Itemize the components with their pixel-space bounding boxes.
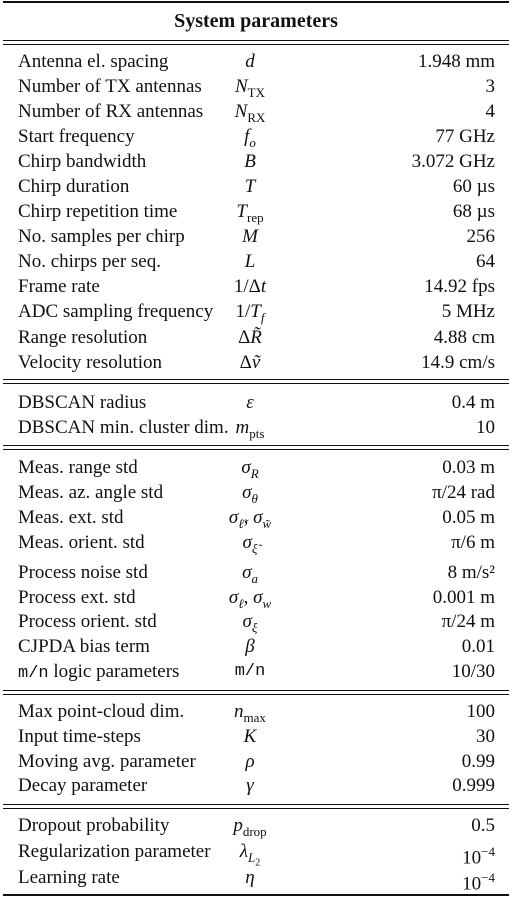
param-symbol: $N_{RX}$ [234, 101, 266, 125]
param-name: Learning rate [18, 867, 120, 888]
table-row [0, 609, 512, 634]
param-symbol: $\sigma_a$ [242, 562, 258, 586]
param-symbol: $\sigma_\theta$ [242, 482, 258, 506]
param-name: Process noise std [18, 562, 148, 583]
param-value: 256 [466, 226, 495, 247]
param-name: Frame rate [18, 276, 100, 297]
param-symbol: $\sigma_R$ [241, 457, 259, 481]
group-rule [3, 694, 509, 695]
param-name: Meas. ext. std [18, 507, 124, 528]
table-row [0, 455, 512, 480]
bottom-rule [3, 894, 509, 896]
param-symbol: L [244, 251, 256, 272]
param-name: Decay parameter [18, 775, 148, 796]
table-row [0, 224, 512, 249]
table-row [0, 249, 512, 274]
group-rule [3, 804, 509, 805]
param-value: 8 m/s² [447, 562, 495, 583]
table-row [0, 634, 512, 659]
param-symbol: $n_{max}$ [234, 701, 266, 725]
group-rule [3, 383, 509, 384]
param-name: m/n logic parameters [18, 661, 180, 683]
param-value: $10^{-4}$ [462, 870, 495, 895]
top-rule [3, 1, 509, 3]
param-value: 3 [485, 76, 495, 97]
param-name: No. samples per chirp [18, 226, 185, 247]
param-symbol: ρ [245, 751, 255, 772]
param-symbol: Δṽ [239, 352, 261, 373]
param-value: 10 [476, 417, 495, 438]
param-name: Meas. az. angle std [18, 482, 164, 503]
table-row [0, 773, 512, 798]
param-value: 77 GHz [435, 126, 495, 147]
param-symbol: $N_{TX}$ [234, 76, 266, 100]
group-rule [3, 379, 509, 380]
table-row [0, 124, 512, 149]
param-value: 4.88 cm [433, 327, 495, 348]
table-row [0, 659, 512, 684]
table-row [0, 749, 512, 774]
param-symbol: $\sigma_\xi$ [242, 611, 258, 635]
table-title: System parameters [174, 10, 338, 32]
param-name: Chirp bandwidth [18, 151, 147, 172]
param-symbol: $m_{pts}$ [235, 417, 265, 441]
param-value: 0.5 [471, 815, 495, 836]
param-value: 10/30 [451, 661, 495, 682]
param-name: Number of RX antennas [18, 101, 204, 122]
param-name: Regularization parameter [18, 841, 211, 862]
param-name: Input time-steps [18, 726, 141, 747]
param-value: π/24 m [441, 611, 495, 632]
param-symbol: $p_{drop}$ [233, 815, 267, 839]
param-name: Max point-cloud dim. [18, 701, 185, 722]
group-rule [3, 808, 509, 809]
table-row [0, 74, 512, 99]
param-name: DBSCAN min. cluster dim. [18, 417, 229, 438]
param-symbol: $\sigma_\ell$, $\sigma_w$ [228, 587, 272, 611]
table-row [0, 480, 512, 505]
param-symbol: ε [246, 392, 254, 413]
param-name: Number of TX antennas [18, 76, 202, 97]
param-name: Start frequency [18, 126, 135, 147]
param-value: 68 µs [452, 201, 495, 222]
table-row [0, 415, 512, 440]
param-value: π/24 rad [432, 482, 495, 503]
param-symbol: T [244, 176, 256, 197]
table-row [0, 49, 512, 74]
table-row [0, 350, 512, 375]
param-name: No. chirps per seq. [18, 251, 161, 272]
param-symbol: ΔR̃ [238, 327, 262, 348]
param-value: π/6 m [451, 532, 495, 553]
param-symbol: d [245, 51, 255, 72]
param-value: 1.948 mm [417, 51, 495, 72]
param-symbol: m/n [234, 662, 266, 681]
param-value: 0.03 m [442, 457, 495, 478]
param-symbol: $T_{rep}$ [236, 201, 264, 225]
group-rule [3, 690, 509, 691]
param-value: 14.9 cm/s [421, 352, 495, 373]
param-symbol: $f_o$ [244, 126, 256, 150]
param-value: 30 [476, 726, 495, 747]
param-name: Antenna el. spacing [18, 51, 169, 72]
param-name: ADC sampling frequency [18, 301, 214, 322]
param-symbol: K [243, 726, 257, 747]
table-row [0, 199, 512, 224]
table-row [0, 390, 512, 415]
param-symbol: $\sigma_{\ell̃}$, $\sigma_{w̃}$ [228, 507, 272, 531]
param-value: 0.001 m [432, 587, 495, 608]
table-row [0, 865, 512, 895]
param-value: 5 MHz [441, 301, 495, 322]
table-row [0, 325, 512, 350]
table-row [0, 530, 512, 555]
param-value: 0.01 [461, 636, 495, 657]
param-value: 0.05 m [442, 507, 495, 528]
param-name: CJPDA bias term [18, 636, 150, 657]
group-rule [3, 449, 509, 450]
table-row [0, 99, 512, 124]
param-name: Dropout probability [18, 815, 170, 836]
param-symbol: η [245, 867, 255, 888]
table-row [0, 299, 512, 324]
param-symbol: $\sigma_{\xĩ}$ [242, 532, 258, 556]
param-symbol: $1/T_f$ [235, 301, 265, 325]
param-value: 0.4 m [451, 392, 495, 413]
param-name: Velocity resolution [18, 352, 163, 373]
param-symbol: β [245, 636, 255, 657]
param-value: 64 [476, 251, 495, 272]
table-row [0, 585, 512, 610]
param-symbol: 1/Δt [233, 276, 267, 297]
param-name: Meas. orient. std [18, 532, 145, 553]
param-name: DBSCAN radius [18, 392, 147, 413]
param-value: 60 µs [452, 176, 495, 197]
param-symbol: M [242, 226, 258, 247]
param-value: 100 [466, 701, 495, 722]
table-row [0, 560, 512, 585]
param-name: Moving avg. parameter [18, 751, 196, 772]
param-symbol: B [244, 151, 256, 172]
table-row [0, 149, 512, 174]
table-row [0, 699, 512, 724]
header-rule [3, 40, 509, 41]
table-row [0, 724, 512, 749]
param-name: Range resolution [18, 327, 148, 348]
param-name: Process ext. std [18, 587, 136, 608]
param-name: Meas. range std [18, 457, 138, 478]
table-row [0, 813, 512, 838]
param-symbol: γ [246, 775, 254, 796]
group-rule [3, 44, 509, 45]
param-symbol: $\lambda_{L_2}$ [239, 841, 261, 869]
param-name: Chirp duration [18, 176, 130, 197]
param-value: 4 [485, 101, 495, 122]
table-row [0, 839, 512, 869]
param-name: Process orient. std [18, 611, 157, 632]
param-value: 14.92 fps [424, 276, 495, 297]
table-row [0, 174, 512, 199]
table-row [0, 505, 512, 530]
group-rule [3, 445, 509, 446]
param-value: 0.999 [452, 775, 495, 796]
param-value: 3.072 GHz [411, 151, 495, 172]
param-value: 0.99 [461, 751, 495, 772]
table-row [0, 274, 512, 299]
param-value: $10^{-4}$ [462, 844, 495, 869]
param-name: Chirp repetition time [18, 201, 178, 222]
